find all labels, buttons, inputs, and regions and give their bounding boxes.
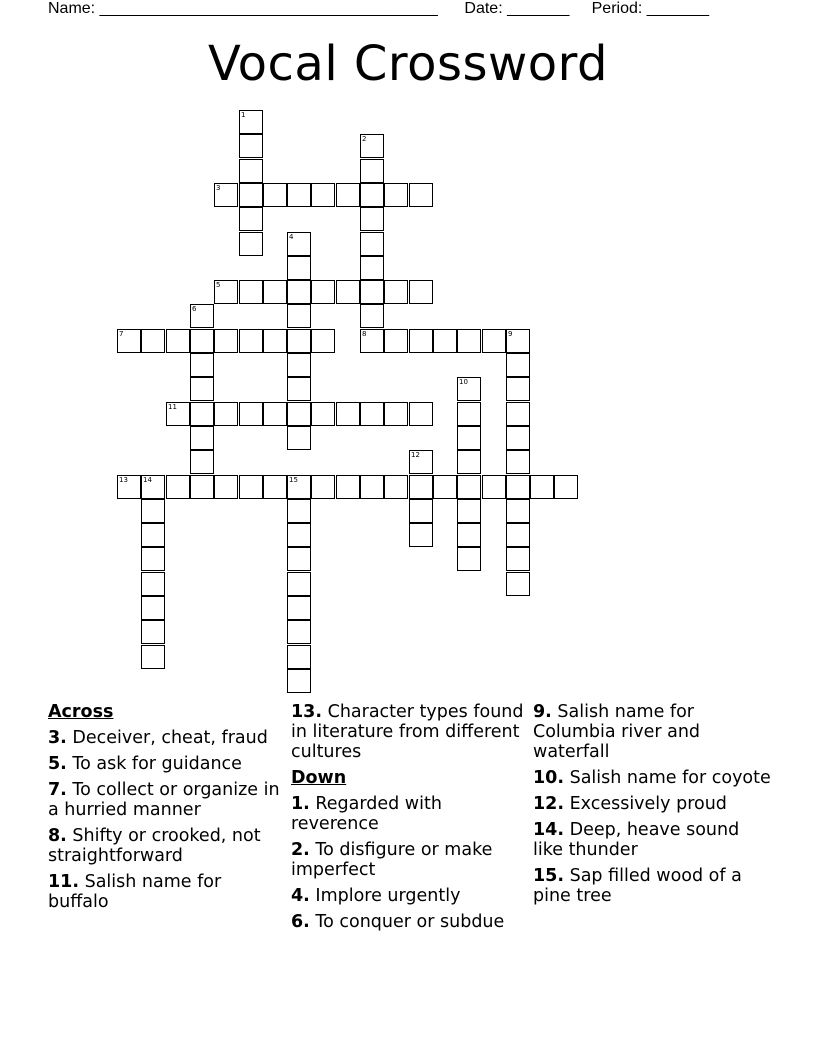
cell-number: 13 — [119, 476, 128, 484]
grid-cell[interactable] — [360, 159, 384, 183]
grid-cell[interactable] — [384, 475, 408, 499]
grid-cell[interactable] — [214, 280, 238, 304]
clue-number: 1. — [291, 794, 310, 814]
clue-text: Implore urgently — [315, 886, 461, 906]
grid-cell[interactable] — [360, 232, 384, 256]
cell-number: 14 — [143, 476, 152, 484]
clue-down-9 — [533, 702, 771, 762]
clue-column-1 — [48, 702, 286, 918]
clue-down-2 — [291, 840, 529, 880]
grid-cell[interactable] — [311, 475, 335, 499]
grid-cell[interactable] — [141, 499, 165, 523]
clue-number: 7. — [48, 780, 67, 800]
grid-cell[interactable] — [239, 475, 263, 499]
grid-cell[interactable] — [482, 475, 506, 499]
grid-cell[interactable] — [263, 280, 287, 304]
clue-number: 15. — [533, 866, 565, 886]
clue-number: 10. — [533, 768, 565, 788]
grid-cell[interactable] — [141, 645, 165, 669]
clue-across-5 — [48, 754, 286, 774]
grid-cell[interactable] — [506, 450, 530, 474]
grid-cell[interactable] — [311, 280, 335, 304]
grid-cell[interactable] — [384, 280, 408, 304]
grid-cell[interactable] — [287, 377, 311, 401]
grid-cell[interactable] — [457, 523, 481, 547]
grid-cell[interactable] — [141, 620, 165, 644]
cell-number: 11 — [168, 403, 177, 411]
date-blank[interactable]: _______ — [507, 0, 570, 17]
cell-number: 7 — [119, 330, 124, 338]
grid-cell[interactable] — [360, 256, 384, 280]
clue-number: 14. — [533, 820, 565, 840]
clue-column-3 — [533, 702, 771, 912]
grid-cell[interactable] — [457, 426, 481, 450]
grid-cell[interactable] — [239, 110, 263, 134]
grid-cell[interactable] — [506, 572, 530, 596]
clue-down-14 — [533, 820, 771, 860]
grid-cell[interactable] — [190, 329, 214, 353]
grid-cell[interactable] — [141, 547, 165, 571]
grid-cell[interactable] — [190, 304, 214, 328]
clue-number: 5. — [48, 754, 67, 774]
cell-number: 10 — [459, 378, 468, 386]
clue-text: Salish name for Columbia river and waterfall — [533, 702, 701, 762]
page-title: Vocal Crossword — [208, 36, 608, 92]
grid-cell[interactable] — [506, 353, 530, 377]
across-heading: Across — [48, 702, 114, 722]
grid-cell[interactable] — [384, 329, 408, 353]
grid-cell[interactable] — [409, 499, 433, 523]
grid-cell[interactable] — [190, 426, 214, 450]
grid-cell[interactable] — [287, 645, 311, 669]
cell-number: 4 — [289, 233, 294, 241]
grid-cell[interactable] — [530, 475, 554, 499]
grid-cell[interactable] — [141, 329, 165, 353]
grid-cell[interactable] — [457, 402, 481, 426]
grid-cell[interactable] — [117, 475, 141, 499]
grid-cell[interactable] — [457, 475, 481, 499]
grid-cell[interactable] — [141, 572, 165, 596]
grid-cell[interactable] — [360, 280, 384, 304]
cell-number: 6 — [192, 305, 197, 313]
grid-cell[interactable] — [506, 402, 530, 426]
grid-cell[interactable] — [360, 134, 384, 158]
clue-down-6 — [291, 912, 529, 932]
clue-text: Sap filled wood of a pine tree — [533, 866, 742, 906]
clue-text: Regarded with reverence — [291, 794, 442, 834]
clue-text: To conquer or subdue — [315, 912, 505, 932]
grid-cell[interactable] — [190, 377, 214, 401]
grid-cell[interactable] — [141, 475, 165, 499]
grid-cell[interactable] — [360, 475, 384, 499]
grid-cell[interactable] — [287, 547, 311, 571]
grid-cell[interactable] — [239, 329, 263, 353]
grid-cell[interactable] — [409, 402, 433, 426]
grid-cell[interactable] — [384, 183, 408, 207]
clue-down-1 — [291, 794, 529, 834]
clue-number: 2. — [291, 840, 310, 860]
grid-cell[interactable] — [239, 232, 263, 256]
grid-cell[interactable] — [190, 353, 214, 377]
clue-text: Salish name for coyote — [569, 768, 771, 788]
grid-cell[interactable] — [287, 669, 311, 693]
cell-number: 12 — [411, 451, 420, 459]
grid-cell[interactable] — [360, 402, 384, 426]
clue-text: Shifty or crooked, not straightforward — [48, 826, 261, 866]
cell-number: 15 — [289, 476, 298, 484]
grid-cell[interactable] — [506, 523, 530, 547]
grid-cell[interactable] — [287, 232, 311, 256]
cell-number: 9 — [508, 330, 513, 338]
cell-number: 2 — [362, 135, 367, 143]
clue-across-13 — [291, 702, 529, 762]
clue-down-15 — [533, 866, 771, 906]
clue-text: Deceiver, cheat, fraud — [72, 728, 268, 748]
grid-cell[interactable] — [409, 523, 433, 547]
grid-cell[interactable] — [214, 329, 238, 353]
grid-cell[interactable] — [166, 475, 190, 499]
grid-cell[interactable] — [311, 183, 335, 207]
grid-cell[interactable] — [287, 256, 311, 280]
grid-cell[interactable] — [166, 329, 190, 353]
cell-number: 5 — [216, 281, 221, 289]
grid-cell[interactable] — [360, 304, 384, 328]
grid-cell[interactable] — [287, 426, 311, 450]
grid-cell[interactable] — [409, 329, 433, 353]
grid-cell[interactable] — [263, 329, 287, 353]
clue-number: 13. — [291, 702, 323, 722]
grid-cell[interactable] — [287, 329, 311, 353]
clue-across-7 — [48, 780, 286, 820]
grid-cell[interactable] — [263, 183, 287, 207]
grid-cell[interactable] — [287, 304, 311, 328]
clue-across-11 — [48, 872, 286, 912]
grid-cell[interactable] — [117, 329, 141, 353]
clue-text: Deep, heave sound like thunder — [533, 820, 740, 860]
grid-cell[interactable] — [311, 329, 335, 353]
grid-cell[interactable] — [141, 596, 165, 620]
clue-number: 6. — [291, 912, 310, 932]
grid-cell[interactable] — [287, 596, 311, 620]
grid-cell[interactable] — [506, 377, 530, 401]
grid-cell[interactable] — [336, 183, 360, 207]
grid-cell[interactable] — [263, 475, 287, 499]
grid-cell[interactable] — [214, 475, 238, 499]
grid-cell[interactable] — [214, 402, 238, 426]
clue-text: To collect or organize in a hurried manner — [48, 780, 280, 820]
grid-cell[interactable] — [482, 329, 506, 353]
grid-cell[interactable] — [457, 547, 481, 571]
grid-cell[interactable] — [336, 475, 360, 499]
grid-cell[interactable] — [287, 620, 311, 644]
grid-cell[interactable] — [190, 402, 214, 426]
grid-cell[interactable] — [554, 475, 578, 499]
grid-cell[interactable] — [506, 426, 530, 450]
clue-down-4 — [291, 886, 529, 906]
grid-cell[interactable] — [457, 329, 481, 353]
clue-number: 12. — [533, 794, 565, 814]
name-label: Name: — [48, 0, 96, 17]
clue-number: 4. — [291, 886, 310, 906]
cell-number: 3 — [216, 184, 221, 192]
grid-cell[interactable] — [457, 377, 481, 401]
grid-cell[interactable] — [263, 402, 287, 426]
clue-down-10 — [533, 768, 771, 788]
grid-cell[interactable] — [384, 402, 408, 426]
grid-cell[interactable] — [214, 183, 238, 207]
clue-across-8 — [48, 826, 286, 866]
grid-cell[interactable] — [239, 159, 263, 183]
grid-cell[interactable] — [409, 475, 433, 499]
grid-cell[interactable] — [287, 523, 311, 547]
grid-cell[interactable] — [239, 183, 263, 207]
clue-text: To ask for guidance — [72, 754, 242, 774]
grid-cell[interactable] — [287, 280, 311, 304]
clue-text: Character types found in literature from different cultures — [291, 702, 524, 762]
period-label: Period: — [591, 0, 643, 17]
grid-cell[interactable] — [409, 183, 433, 207]
name-blank[interactable]: ______________________________________ — [99, 0, 438, 17]
period-blank[interactable]: _______ — [646, 0, 710, 17]
clue-text: Excessively proud — [569, 794, 727, 814]
grid-cell[interactable] — [239, 280, 263, 304]
grid-cell[interactable] — [287, 353, 311, 377]
grid-cell[interactable] — [190, 450, 214, 474]
clue-number: 8. — [48, 826, 67, 846]
clue-number: 9. — [533, 702, 552, 722]
grid-cell[interactable] — [239, 207, 263, 231]
grid-cell[interactable] — [506, 329, 530, 353]
clue-down-12 — [533, 794, 771, 814]
grid-cell[interactable] — [190, 475, 214, 499]
down-heading: Down — [291, 768, 347, 788]
grid-cell[interactable] — [506, 547, 530, 571]
date-label: Date: — [464, 0, 503, 17]
grid-cell[interactable] — [409, 280, 433, 304]
grid-cell[interactable] — [336, 402, 360, 426]
clue-number: 3. — [48, 728, 67, 748]
grid-cell[interactable] — [287, 572, 311, 596]
grid-cell[interactable] — [287, 183, 311, 207]
grid-cell[interactable] — [506, 499, 530, 523]
grid-cell[interactable] — [457, 450, 481, 474]
grid-cell[interactable] — [239, 402, 263, 426]
grid-cell[interactable] — [433, 475, 457, 499]
grid-cell[interactable] — [457, 499, 481, 523]
grid-cell[interactable] — [239, 134, 263, 158]
grid-cell[interactable] — [433, 329, 457, 353]
grid-cell[interactable] — [166, 402, 190, 426]
grid-cell[interactable] — [287, 475, 311, 499]
clue-text: Salish name for buffalo — [48, 872, 222, 912]
clue-text: To disfigure or make imperfect — [291, 840, 493, 880]
grid-cell[interactable] — [311, 402, 335, 426]
cell-number: 8 — [362, 330, 367, 338]
grid-cell[interactable] — [360, 329, 384, 353]
grid-cell[interactable] — [506, 475, 530, 499]
grid-cell[interactable] — [360, 207, 384, 231]
cell-number: 1 — [241, 111, 246, 119]
grid-cell[interactable] — [287, 402, 311, 426]
clue-across-3 — [48, 728, 286, 748]
clue-column-2 — [291, 702, 529, 938]
grid-cell[interactable] — [336, 280, 360, 304]
clue-number: 11. — [48, 872, 80, 892]
grid-cell[interactable] — [141, 523, 165, 547]
grid-cell[interactable] — [287, 499, 311, 523]
grid-cell[interactable] — [409, 450, 433, 474]
grid-cell[interactable] — [360, 183, 384, 207]
